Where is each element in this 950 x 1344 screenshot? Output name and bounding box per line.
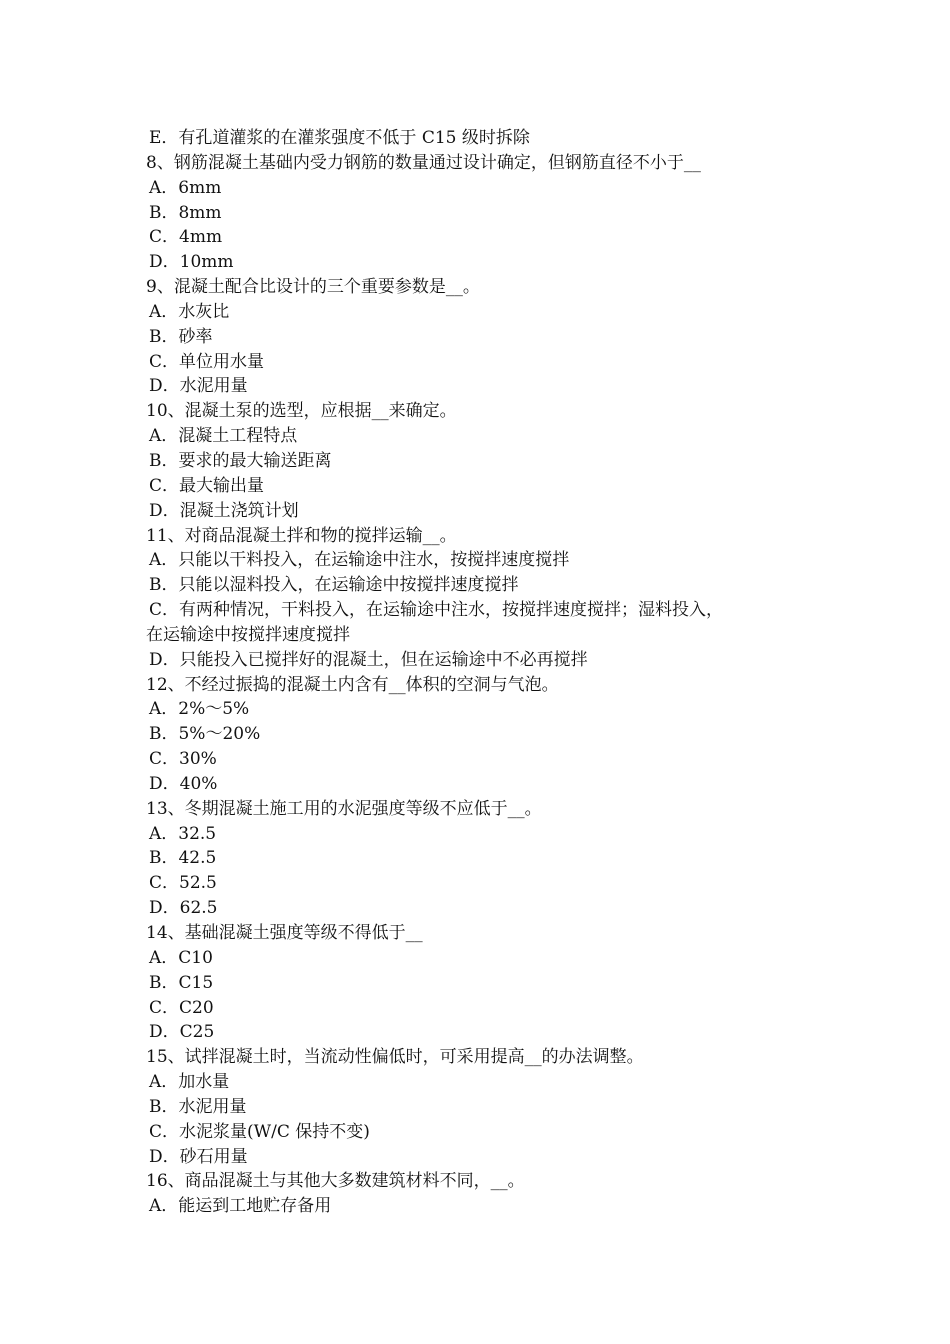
answer-option: B．砂率 — [149, 326, 213, 347]
question-stem: 10、混凝土泵的选型，应根据__来确定。 — [146, 401, 457, 422]
answer-option-continuation: 在运输途中按搅拌速度搅拌 — [146, 624, 350, 645]
answer-option: D．10mm — [149, 252, 234, 273]
answer-option: D．砂石用量 — [149, 1146, 248, 1167]
question-stem: 9、混凝土配合比设计的三个重要参数是__。 — [146, 277, 480, 298]
answer-option: D．40% — [149, 773, 218, 794]
question-stem: 16、商品混凝土与其他大多数建筑材料不同，__。 — [146, 1171, 525, 1192]
answer-option: C．最大输出量 — [149, 475, 265, 496]
answer-option: B．C15 — [149, 972, 214, 993]
answer-option: B．42.5 — [149, 848, 217, 869]
answer-option: C．有两种情况，干料投入，在运输途中注水，按搅拌速度搅拌；湿料投入， — [149, 600, 724, 621]
answer-option: C．4mm — [149, 227, 223, 248]
answer-option: A．6mm — [149, 177, 222, 198]
answer-option: C．水泥浆量(W/C 保持不变) — [149, 1121, 370, 1142]
answer-option: A．2%～5% — [149, 699, 250, 720]
question-stem: 15、试拌混凝土时，当流动性偏低时，可采用提高__的办法调整。 — [146, 1047, 644, 1068]
answer-option: C．C20 — [149, 997, 214, 1018]
answer-option: B．水泥用量 — [149, 1096, 247, 1117]
answer-option: B．5%～20% — [149, 724, 261, 745]
answer-option: C．52.5 — [149, 873, 217, 894]
answer-option: D．只能投入已搅拌好的混凝土，但在运输途中不必再搅拌 — [149, 649, 588, 670]
answer-option: A．只能以干料投入，在运输途中注水，按搅拌速度搅拌 — [149, 550, 570, 571]
answer-option: A．能运到工地贮存备用 — [149, 1196, 332, 1217]
question-stem: 8、钢筋混凝土基础内受力钢筋的数量通过设计确定，但钢筋直径不小于__ — [146, 152, 701, 173]
question-stem: 13、冬期混凝土施工用的水泥强度等级不应低于__。 — [146, 798, 542, 819]
answer-option: D．混凝土浇筑计划 — [149, 500, 299, 521]
answer-option: D．水泥用量 — [149, 376, 248, 397]
question-stem: 14、基础混凝土强度等级不得低于__ — [146, 923, 423, 943]
answer-option: A．混凝土工程特点 — [149, 426, 298, 447]
question-stem: 12、不经过振捣的混凝土内含有__体积的空洞与气泡。 — [146, 674, 559, 695]
answer-option: A．C10 — [149, 947, 213, 968]
answer-option: C．单位用水量 — [149, 351, 265, 372]
answer-option: B．要求的最大输送距离 — [149, 450, 332, 471]
answer-option: A．32.5 — [149, 823, 217, 844]
answer-option: E．有孔道灌浆的在灌浆强度不低于 C15 级时拆除 — [149, 128, 530, 148]
answer-option: D．C25 — [149, 1022, 215, 1043]
answer-option: B．只能以湿料投入，在运输途中按搅拌速度搅拌 — [149, 575, 519, 596]
question-stem: 11、对商品混凝土拌和物的搅拌运输__。 — [146, 525, 457, 546]
answer-option: A．加水量 — [149, 1072, 230, 1093]
answer-option: A．水灰比 — [149, 301, 230, 322]
answer-option: D．62.5 — [149, 898, 218, 919]
question-list — [146, 126, 826, 1219]
answer-option: B．8mm — [149, 202, 222, 223]
answer-option: C．30% — [149, 749, 217, 770]
